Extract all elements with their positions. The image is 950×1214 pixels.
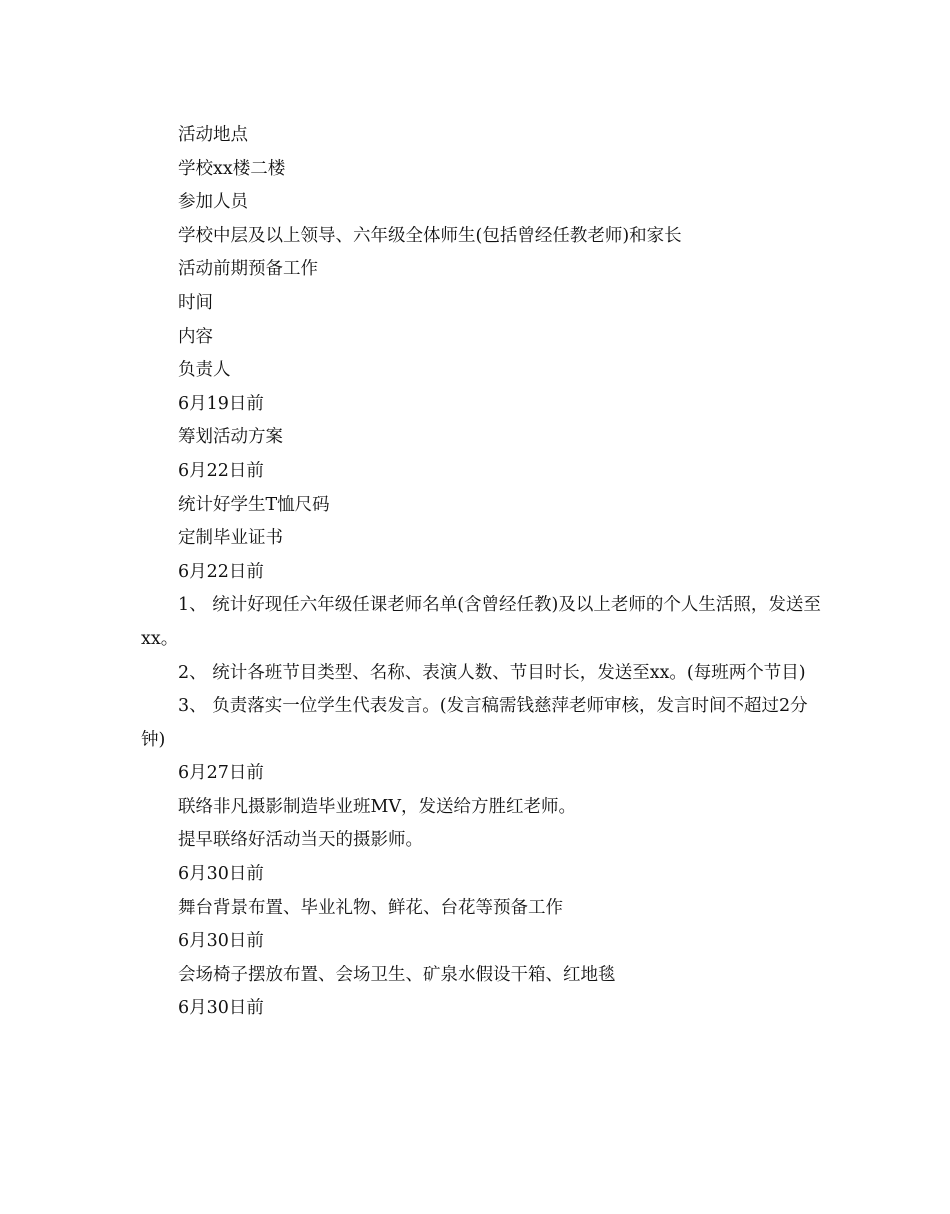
text-line: 筹划活动方案 xyxy=(178,427,283,448)
numbered-paragraph: 1、 统计好现任六年级任课老师名单(含曾经任教)及以上老师的个人生活照，发送至xx。 xyxy=(141,595,821,649)
text-line: 内容 xyxy=(178,326,213,347)
document-body xyxy=(141,119,821,1026)
text-line: 6月27日前 xyxy=(178,763,264,784)
text-line: 联络非凡摄影制造毕业班MV，发送给方胜红老师。 xyxy=(178,796,577,817)
text-line: 6月19日前 xyxy=(178,393,264,414)
text-line: 统计好学生T恤尺码 xyxy=(178,494,330,515)
text-line: 提早联络好活动当天的摄影师。 xyxy=(178,830,423,851)
numbered-paragraph: 2、 统计各班节目类型、名称、表演人数、节目时长，发送至xx。(每班两个节目) xyxy=(178,662,806,683)
text-line: 6月22日前 xyxy=(178,460,264,481)
text-line: 活动前期预备工作 xyxy=(178,259,318,280)
text-line: 负责人 xyxy=(178,360,231,381)
text-line: 6月30日前 xyxy=(178,864,264,885)
text-line: 参加人员 xyxy=(178,192,248,213)
text-line: 6月30日前 xyxy=(178,931,264,952)
text-line: 定制毕业证书 xyxy=(178,528,283,549)
text-line: 舞台背景布置、毕业礼物、鲜花、台花等预备工作 xyxy=(178,897,563,918)
numbered-paragraph: 3、 负责落实一位学生代表发言。(发言稿需钱慈萍老师审核，发言时间不超过2分钟) xyxy=(141,696,808,750)
text-line: 活动地点 xyxy=(178,125,248,145)
text-line: 6月22日前 xyxy=(178,561,264,582)
text-line: 学校中层及以上领导、六年级全体师生(包括曾经任教老师)和家长 xyxy=(178,225,682,246)
text-line: 学校xx楼二楼 xyxy=(178,158,286,179)
text-line: 时间 xyxy=(178,292,213,313)
text-line: 6月30日前 xyxy=(178,998,264,1019)
text-line: 会场椅子摆放布置、会场卫生、矿泉水假设干箱、红地毯 xyxy=(178,964,616,985)
